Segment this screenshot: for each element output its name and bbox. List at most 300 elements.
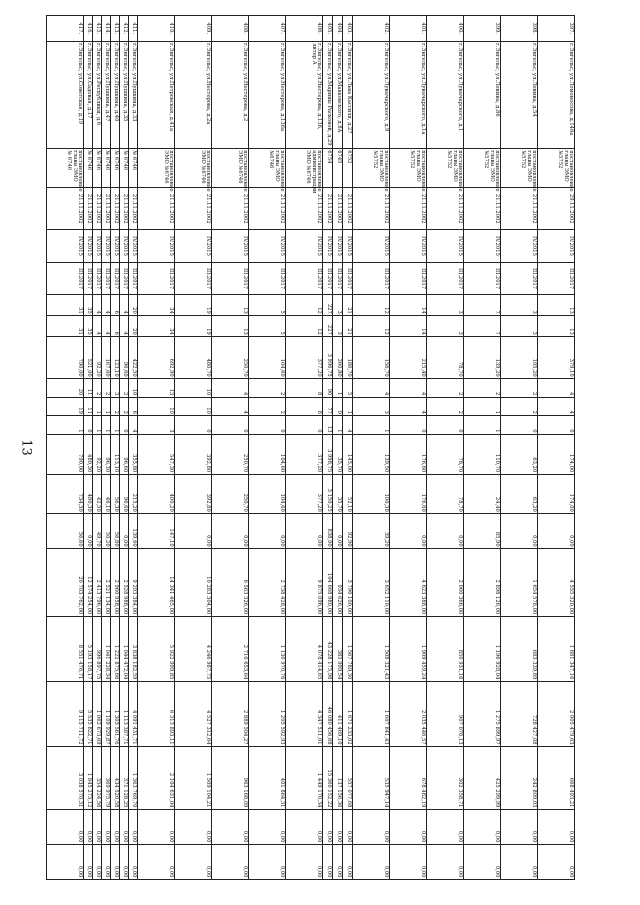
cell-c4: IV.2015 bbox=[249, 230, 286, 263]
cell-address: г.Энгельс, ул.Нестерова, д.2 bbox=[212, 41, 249, 148]
cell-no: 401. bbox=[390, 16, 427, 42]
cell-c5: III.2017 bbox=[47, 262, 84, 295]
cell-no: 416. bbox=[84, 16, 93, 42]
table-row bbox=[84, 16, 93, 880]
cell-c6: 13 bbox=[212, 295, 249, 316]
cell-c20: 0,00 bbox=[427, 844, 464, 879]
cell-c5: III.2017 bbox=[129, 262, 138, 295]
cell-no: 399. bbox=[464, 16, 501, 42]
cell-c6: 12 bbox=[286, 295, 323, 316]
cell-address: г.Энгельс, ул.Нестерова, д.136, литер А bbox=[286, 41, 323, 148]
cell-c12: 63,20 bbox=[501, 435, 538, 475]
cell-c14: 0,00 bbox=[120, 514, 129, 549]
cell-c12: 176,60 bbox=[390, 435, 427, 475]
cell-c16: 850 931,16 bbox=[427, 616, 464, 681]
cell-c17: 1 205 592,93 bbox=[249, 681, 286, 746]
cell-c9: 2 bbox=[102, 379, 111, 398]
cell-c15: 12 574 254,00 bbox=[84, 549, 93, 617]
cell-c7: 6 bbox=[111, 316, 120, 337]
cell-no: 400. bbox=[427, 16, 464, 42]
cell-no: 412. bbox=[120, 16, 129, 42]
cell-basis: постановление главы ЭМО №5752 bbox=[353, 148, 390, 188]
cell-date: 21.11.2002 bbox=[84, 188, 93, 230]
cell-c14: 0,00 bbox=[249, 514, 286, 549]
cell-c10: 1 bbox=[102, 397, 111, 416]
cell-c12: 96,30 bbox=[102, 435, 111, 475]
cell-c20: 0,00 bbox=[102, 844, 111, 879]
cell-c14: 0,00 bbox=[286, 514, 323, 549]
cell-c15: 3 652 110,00 bbox=[353, 549, 390, 617]
cell-c16: 1 909 459,24 bbox=[390, 616, 427, 681]
cell-c7: 12 bbox=[286, 316, 323, 337]
cell-c17: 1 109 929,87 bbox=[102, 681, 111, 746]
table-row bbox=[111, 16, 120, 880]
cell-c15: 9 875 096,00 bbox=[286, 549, 323, 617]
cell-basis: постановление главы ЭМО №5752 bbox=[390, 148, 427, 188]
cell-address: г.Энгельс, ул.Петровская, д.41а bbox=[138, 41, 175, 148]
cell-c8: 123,10 bbox=[111, 337, 120, 379]
cell-no: 408. bbox=[212, 16, 249, 42]
cell-c15: 20 703 762,00 bbox=[47, 549, 84, 617]
cell-c4: IV.2015 bbox=[427, 230, 464, 263]
cell-c6: 4 bbox=[93, 295, 102, 316]
table-row bbox=[47, 16, 84, 880]
cell-c8: 78,70 bbox=[427, 337, 464, 379]
cell-c11: 3 bbox=[138, 416, 175, 435]
cell-basis: постановление главы ЭМО № 6746 bbox=[47, 148, 84, 188]
cell-address: г.Энгельс, ул.Нестерова, д.2а bbox=[175, 41, 212, 148]
cell-c14: 49,70 bbox=[93, 514, 102, 549]
cell-c9: 90 bbox=[323, 379, 333, 398]
cell-c9: 13 bbox=[138, 379, 175, 398]
cell-c4: IV.2015 bbox=[323, 230, 333, 263]
cell-c6: 35 bbox=[84, 295, 93, 316]
cell-c15: 9 293 384,00 bbox=[129, 549, 138, 617]
cell-no: 403. bbox=[343, 16, 353, 42]
cell-c16: 4 078 414,65 bbox=[286, 616, 323, 681]
cell-c12: 392,80 bbox=[175, 435, 212, 475]
table-row bbox=[427, 16, 464, 880]
table-row bbox=[464, 16, 501, 880]
cell-c7: 13 bbox=[212, 316, 249, 337]
cell-c20: 0,00 bbox=[323, 844, 333, 879]
cell-c10: 2 bbox=[249, 397, 286, 416]
cell-c4: IV.2015 bbox=[464, 230, 501, 263]
cell-c5: III.2017 bbox=[111, 262, 120, 295]
cell-c5: III.2017 bbox=[120, 262, 129, 295]
cell-c20: 0,00 bbox=[464, 844, 501, 879]
cell-c20: 0,00 bbox=[129, 844, 138, 879]
cell-c15: 14 341 465,00 bbox=[138, 549, 175, 617]
cell-c18: 1 449 170,34 bbox=[286, 747, 323, 810]
cell-c15: 2 960 958,00 bbox=[111, 549, 120, 617]
cell-c5: III.2017 bbox=[427, 262, 464, 295]
cell-c9: 11 bbox=[84, 379, 93, 398]
cell-c7: 4 bbox=[120, 316, 129, 337]
cell-c9: 4 bbox=[538, 379, 575, 398]
cell-c13: 104,60 bbox=[249, 474, 286, 514]
cell-no: 415. bbox=[93, 16, 102, 42]
cell-c14: 838,00 bbox=[323, 514, 333, 549]
cell-c5: III.2017 bbox=[353, 262, 390, 295]
cell-c20: 0,00 bbox=[501, 844, 538, 879]
cell-c7: 34 bbox=[138, 316, 175, 337]
cell-c7: 31 bbox=[47, 316, 84, 337]
cell-c18: 371 128,25 bbox=[120, 747, 129, 810]
cell-c17: 1 607 841,43 bbox=[353, 681, 390, 746]
cell-c19: 0,00 bbox=[249, 809, 286, 844]
cell-basis: № 6746 bbox=[93, 148, 102, 188]
cell-c17: 46 080 456,68 bbox=[323, 681, 333, 746]
cell-c10: 2 bbox=[427, 397, 464, 416]
cell-c14: 0,00 bbox=[84, 514, 93, 549]
cell-c19: 0,00 bbox=[353, 809, 390, 844]
cell-c4: IV.2015 bbox=[212, 230, 249, 263]
cell-date: 21.11.2002 bbox=[212, 188, 249, 230]
cell-basis: постановление администрации ЭМО №6746 bbox=[286, 148, 323, 188]
cell-c10: 1 bbox=[343, 397, 353, 416]
cell-date: 21.11.2002 bbox=[464, 188, 501, 230]
cell-c19: 0,00 bbox=[212, 809, 249, 844]
cell-c16: 996 897,75 bbox=[93, 616, 102, 681]
cell-c6: 14 bbox=[390, 295, 427, 316]
cell-c10: 2 bbox=[120, 397, 129, 416]
cell-c17: 1 303 561,76 bbox=[111, 681, 120, 746]
table-row bbox=[249, 16, 286, 880]
cell-c14: 85,90 bbox=[464, 514, 501, 549]
cell-no: 404. bbox=[333, 16, 343, 42]
cell-c8: 96,60 bbox=[120, 337, 129, 379]
cell-c19: 0,00 bbox=[464, 809, 501, 844]
table-row bbox=[120, 16, 129, 880]
cell-basis: № 6746 bbox=[111, 148, 120, 188]
cell-address: г.Энгельс, ул.Советская, д.19 bbox=[47, 41, 84, 148]
cell-date: 21.11.2002 bbox=[249, 188, 286, 230]
resettlement-table bbox=[46, 15, 575, 880]
cell-c8: 790,00 bbox=[47, 337, 84, 379]
cell-date: 21.11.2002 bbox=[102, 188, 111, 230]
cell-no: 417. bbox=[47, 16, 84, 42]
cell-c12: 139,50 bbox=[353, 435, 390, 475]
cell-c10: 11 bbox=[84, 397, 93, 416]
cell-c18: 3 038 570,31 bbox=[47, 747, 84, 810]
cell-c15: 2 060 366,00 bbox=[427, 549, 464, 617]
cell-c20: 0,00 bbox=[212, 844, 249, 879]
cell-c15: 6 563 326,00 bbox=[212, 549, 249, 617]
table-row bbox=[93, 16, 102, 880]
cell-address: г.Энгельс, ул.Луначарского, д.9 bbox=[353, 41, 390, 148]
cell-c18: 535 947,14 bbox=[353, 747, 390, 810]
cell-c14: 0,00 bbox=[501, 514, 538, 549]
cell-basis: постановление ЭМО №6746 bbox=[212, 148, 249, 188]
cell-c16: 2 710 653,64 bbox=[212, 616, 249, 681]
cell-c11: 0 bbox=[538, 416, 575, 435]
cell-date: 21.11.2002 bbox=[138, 188, 175, 230]
cell-address: г.Энгельс, ул.Льва Кассиля, д.27 bbox=[343, 41, 353, 148]
cell-c6: 3 bbox=[501, 295, 538, 316]
cell-c9: 5 bbox=[343, 379, 353, 398]
cell-c16: 1 567 789,30 bbox=[343, 616, 353, 681]
cell-c8: 422,50 bbox=[129, 337, 138, 379]
cell-c11: 0 bbox=[249, 416, 286, 435]
cell-c6: 4 bbox=[120, 295, 129, 316]
cell-c11: 1 bbox=[111, 416, 120, 435]
cell-c17: 2 889 504,27 bbox=[212, 681, 249, 746]
cell-no: 406. bbox=[286, 16, 323, 42]
cell-c17: 4 091 431,71 bbox=[129, 681, 138, 746]
cell-c18: 434 520,58 bbox=[111, 747, 120, 810]
cell-c13: 377,20 bbox=[286, 474, 323, 514]
cell-c12: 547,30 bbox=[138, 435, 175, 475]
cell-c9: 1 bbox=[333, 379, 343, 398]
cell-address: г.Энгельс, ул.Маяковского, д.8А bbox=[333, 41, 343, 148]
cell-c10: 2 bbox=[501, 397, 538, 416]
cell-c11: 1 bbox=[333, 416, 343, 435]
cell-basis: № 6746 bbox=[129, 148, 138, 188]
cell-no: 409. bbox=[175, 16, 212, 42]
cell-c6: 34 bbox=[138, 295, 175, 316]
cell-c13: 734,30 bbox=[47, 474, 84, 514]
cell-c19: 0,00 bbox=[390, 809, 427, 844]
cell-basis: постановление главы ЭМО №5752 bbox=[501, 148, 538, 188]
cell-c18: 242 809,03 bbox=[501, 747, 538, 810]
cell-c19: 0,00 bbox=[538, 809, 575, 844]
cell-c13: 250,70 bbox=[212, 474, 249, 514]
cell-c11: 0 bbox=[427, 416, 464, 435]
cell-c20: 0,00 bbox=[390, 844, 427, 879]
cell-c20: 0,00 bbox=[353, 844, 390, 879]
cell-address: г.Энгельс, ул.Нестерова, д.136а bbox=[249, 41, 286, 148]
table-row bbox=[323, 16, 333, 880]
cell-c8: 139,20 bbox=[464, 337, 501, 379]
cell-c9: 3 bbox=[111, 379, 120, 398]
cell-c10: 0 bbox=[333, 397, 343, 416]
cell-c4: IV.2015 bbox=[353, 230, 390, 263]
cell-c15: 934 626,00 bbox=[333, 549, 343, 617]
cell-c8: 377,20 bbox=[286, 337, 323, 379]
table-row bbox=[501, 16, 538, 880]
cell-c11: 13 bbox=[323, 416, 333, 435]
cell-c12: 355,80 bbox=[129, 435, 138, 475]
cell-address: г.Энгельс, ул.Ленина, д.54 bbox=[501, 41, 538, 148]
cell-address: г.Энгельс, ул.Республики, д.6 bbox=[93, 41, 102, 148]
cell-c11: 1 bbox=[102, 416, 111, 435]
cell-date: 21.11.2002 bbox=[390, 188, 427, 230]
cell-c7: 4 bbox=[93, 316, 102, 337]
table-row bbox=[175, 16, 212, 880]
cell-c11: 1 bbox=[353, 416, 390, 435]
cell-c14: 0,00 bbox=[333, 514, 343, 549]
cell-c8: 250,70 bbox=[212, 337, 249, 379]
cell-c13: 174,00 bbox=[538, 474, 575, 514]
cell-basis: постановление главы ЭМО №5752 bbox=[427, 148, 464, 188]
cell-c14: 39,20 bbox=[353, 514, 390, 549]
cell-c7: 3 bbox=[427, 316, 464, 337]
cell-c13: 35,70 bbox=[333, 474, 343, 514]
cell-c16: 1 881 347,16 bbox=[538, 616, 575, 681]
cell-address: г.Энгельс, ул.Ленина, д.86 bbox=[464, 41, 501, 148]
cell-c20: 0,00 bbox=[111, 844, 120, 879]
cell-date: 21.11.2002 bbox=[343, 188, 353, 230]
cell-c10: 8 bbox=[286, 397, 323, 416]
cell-c13: 52,10 bbox=[343, 474, 353, 514]
cell-c11: 0 bbox=[286, 416, 323, 435]
cell-c5: III.2017 bbox=[212, 262, 249, 295]
cell-c19: 0,00 bbox=[102, 809, 111, 844]
cell-c18: 678 482,19 bbox=[390, 747, 427, 810]
cell-c16: 43 228 175,98 bbox=[323, 616, 333, 681]
cell-c5: III.2017 bbox=[464, 262, 501, 295]
cell-c19: 0,00 bbox=[47, 809, 84, 844]
cell-c7: 12 bbox=[353, 316, 390, 337]
table-row bbox=[138, 16, 175, 880]
cell-c13: 96,60 bbox=[120, 474, 129, 514]
cell-date: 21.11.2002 bbox=[175, 188, 212, 230]
cell-date: 29.11.2002 bbox=[538, 188, 575, 230]
cell-date: 21.11.2002 bbox=[129, 188, 138, 230]
cell-c19: 0,00 bbox=[93, 809, 102, 844]
cell-c4: IV.2015 bbox=[390, 230, 427, 263]
cell-c18: 425 299,99 bbox=[464, 747, 501, 810]
cell-c5: III.2017 bbox=[343, 262, 353, 295]
cell-c13: 56,30 bbox=[111, 474, 120, 514]
cell-c10: 10 bbox=[138, 397, 175, 416]
cell-c18: 668 493,21 bbox=[538, 747, 575, 810]
cell-basis: 6754 bbox=[323, 148, 333, 188]
cell-c11: 1 bbox=[464, 416, 501, 435]
cell-date: 21.11.2002 bbox=[47, 188, 84, 230]
cell-c6: 31 bbox=[47, 295, 84, 316]
cell-c5: III.2017 bbox=[323, 262, 333, 295]
cell-c8: 156,70 bbox=[353, 337, 390, 379]
cell-c16: 1 041 228,34 bbox=[102, 616, 111, 681]
table-row bbox=[343, 16, 353, 880]
cell-c14: 147,10 bbox=[138, 514, 175, 549]
cell-c6: 3 bbox=[333, 295, 343, 316]
cell-no: 410. bbox=[138, 16, 175, 42]
cell-c13: 78,70 bbox=[427, 474, 464, 514]
cell-c19: 0,00 bbox=[138, 809, 175, 844]
cell-no: 397. bbox=[538, 16, 575, 42]
cell-c20: 0,00 bbox=[93, 844, 102, 879]
cell-date: 21.11.2002 bbox=[286, 188, 323, 230]
cell-c18: 963 168,09 bbox=[212, 747, 249, 810]
cell-c19: 0,00 bbox=[343, 809, 353, 844]
cell-c10: 6 bbox=[129, 397, 138, 416]
cell-date: 21.11.2002 bbox=[120, 188, 129, 230]
cell-c12: 790,00 bbox=[47, 435, 84, 475]
cell-c16: 683 339,89 bbox=[501, 616, 538, 681]
cell-c20: 0,00 bbox=[343, 844, 353, 879]
cell-c13: 24,40 bbox=[464, 474, 501, 514]
cell-c12: 92,20 bbox=[93, 435, 102, 475]
cell-c7: 227 bbox=[323, 316, 333, 337]
cell-c6: 13 bbox=[538, 295, 575, 316]
cell-c14: 50,20 bbox=[102, 514, 111, 549]
cell-c8: 480,70 bbox=[175, 337, 212, 379]
cell-c11: 0 bbox=[120, 416, 129, 435]
cell-c11: 0 bbox=[501, 416, 538, 435]
cell-c5: III.2017 bbox=[333, 262, 343, 295]
cell-c19: 0,00 bbox=[84, 809, 93, 844]
cell-c7: 3 bbox=[501, 316, 538, 337]
cell-c6: 3 bbox=[427, 295, 464, 316]
cell-c6: 227 bbox=[323, 295, 333, 316]
cell-c18: 137 156,36 bbox=[333, 747, 343, 810]
cell-c9: 20 bbox=[47, 379, 84, 398]
cell-c20: 0,00 bbox=[249, 844, 286, 879]
cell-c9: 2 bbox=[501, 379, 538, 398]
cell-c9: 4 bbox=[390, 379, 427, 398]
cell-c18: 2 104 631,04 bbox=[138, 747, 175, 810]
cell-c5: III.2017 bbox=[249, 262, 286, 295]
cell-c13: 63,20 bbox=[501, 474, 538, 514]
cell-c6: 21 bbox=[343, 295, 353, 316]
cell-c16: 4 246 987,75 bbox=[175, 616, 212, 681]
cell-c16: 1 196 928,04 bbox=[464, 616, 501, 681]
cell-c13: 3 150,25 bbox=[323, 474, 333, 514]
cell-c17: 2 005 479,63 bbox=[538, 681, 575, 746]
cell-c12: 3 998,75 bbox=[323, 435, 333, 475]
cell-basis: постановление главы ЭМО №6746 bbox=[249, 148, 286, 188]
cell-c15: 104 668 980,00 bbox=[323, 549, 333, 617]
cell-c14: 0,00 bbox=[427, 514, 464, 549]
cell-c19: 0,00 bbox=[111, 809, 120, 844]
cell-c8: 521,00 bbox=[84, 337, 93, 379]
cell-address: г.Энгельс, ул.Ломоносова, д.146а bbox=[538, 41, 575, 148]
cell-c14: 0,00 bbox=[390, 514, 427, 549]
cell-no: 411. bbox=[129, 16, 138, 42]
cell-c4: IV.2015 bbox=[120, 230, 129, 263]
cell-c16: 385 999,54 bbox=[333, 616, 343, 681]
cell-c12: 35,70 bbox=[333, 435, 343, 475]
cell-c7: 19 bbox=[175, 316, 212, 337]
cell-c11: 4 bbox=[129, 416, 138, 435]
cell-c17: 4 527 312,64 bbox=[175, 681, 212, 746]
cell-c4: IV.2015 bbox=[286, 230, 323, 263]
table-row bbox=[353, 16, 390, 880]
cell-c10: 2 bbox=[111, 397, 120, 416]
page-number: 13 bbox=[18, 439, 34, 456]
cell-c7: 3 bbox=[333, 316, 343, 337]
cell-c17: 728 427,08 bbox=[501, 681, 538, 746]
cell-c5: III.2017 bbox=[102, 262, 111, 295]
cell-c15: 2 528 988,00 bbox=[120, 549, 129, 617]
cell-c8: 104,60 bbox=[249, 337, 286, 379]
cell-c17: 1 062 673,69 bbox=[93, 681, 102, 746]
cell-c18: 557 077,68 bbox=[343, 747, 353, 810]
cell-address: г.Энгельс, ул.Пушкина, д.33 bbox=[129, 41, 138, 148]
table-row bbox=[129, 16, 138, 880]
cell-c4: IV.2015 bbox=[175, 230, 212, 263]
cell-c20: 0,00 bbox=[84, 844, 93, 879]
cell-basis: № 6746 bbox=[102, 148, 111, 188]
cell-c4: IV.2015 bbox=[138, 230, 175, 263]
cell-no: 405. bbox=[323, 16, 333, 42]
cell-date: 21.11.2002 bbox=[93, 188, 102, 230]
cell-c17: 1 671 233,02 bbox=[343, 681, 353, 746]
cell-no: 407. bbox=[249, 16, 286, 42]
cell-address: г.Энгельс, ул.Марины Расковой, д.29 bbox=[323, 41, 333, 148]
cell-c17: 6 313 893,11 bbox=[138, 681, 175, 746]
cell-c18: 401 864,31 bbox=[249, 747, 286, 810]
cell-c10: 4 bbox=[538, 397, 575, 416]
cell-c17: 9 115 711,72 bbox=[47, 681, 84, 746]
cell-c19: 0,00 bbox=[175, 809, 212, 844]
cell-c5: III.2017 bbox=[138, 262, 175, 295]
table-row bbox=[286, 16, 323, 880]
cell-c16: 3 838 182,59 bbox=[129, 616, 138, 681]
